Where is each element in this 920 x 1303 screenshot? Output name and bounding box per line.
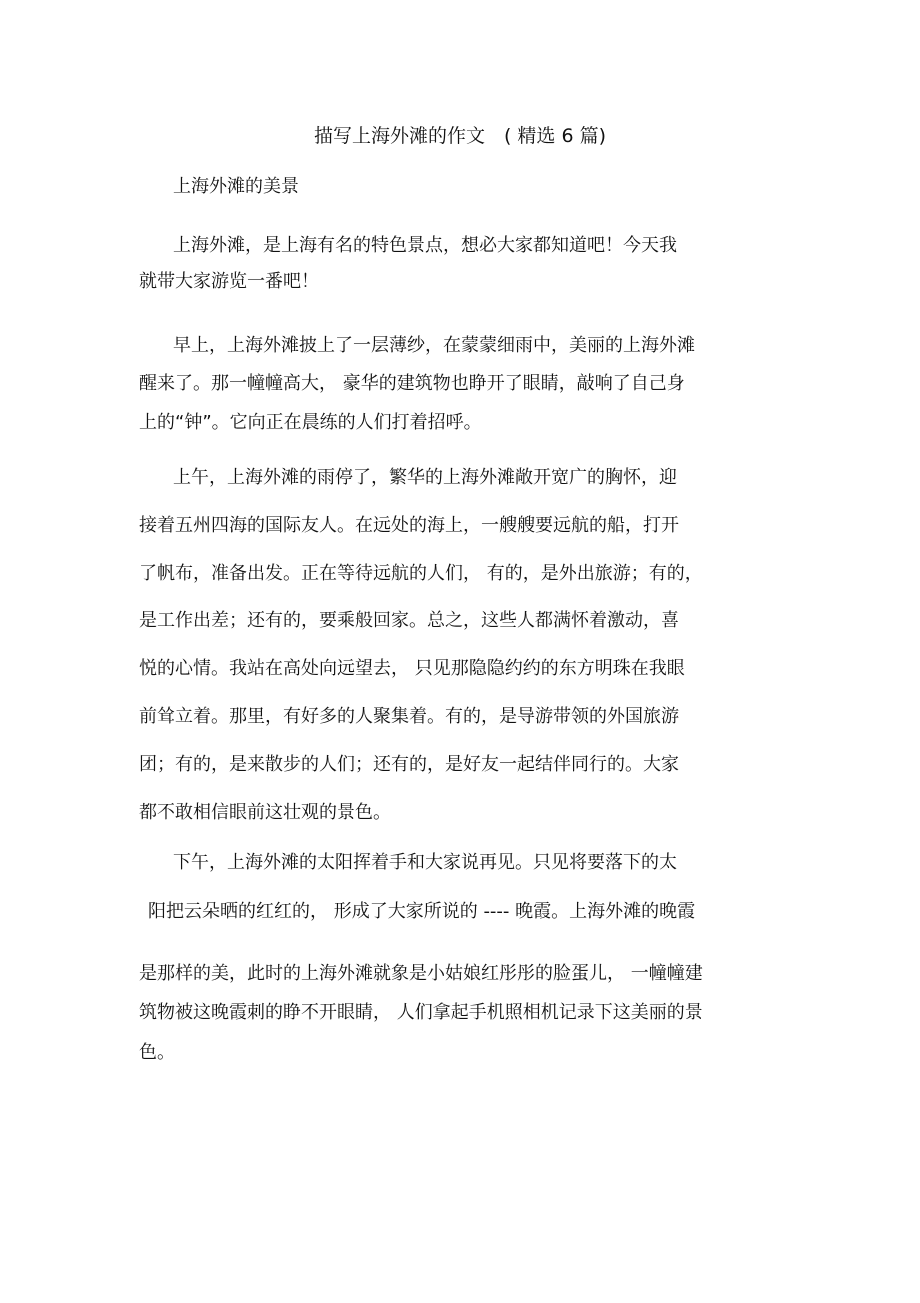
paragraph-3-line-3: 了帆布，准备出发。正在等待远航的人们， 有的，是外出旅游；有的， — [139, 563, 703, 584]
paragraph-1-line-1: 上海外滩，是上海有名的特色景点，想必大家都知道吧！今天我 — [173, 235, 677, 256]
paragraph-3-line-1: 上午，上海外滩的雨停了，繁华的上海外滩敞开宽广的胸怀，迎 — [173, 467, 677, 488]
paragraph-3-line-4: 是工作出差；还有的，要乘般回家。总之，这些人都满怀着激动，喜 — [139, 610, 679, 631]
paragraph-2-line-1: 早上，上海外滩披上了一层薄纱，在蒙蒙细雨中，美丽的上海外滩 — [173, 335, 695, 356]
paragraph-4-line-4: 筑物被这晚霞刺的睁不开眼睛， 人们拿起手机照相机记录下这美丽的景 — [139, 1002, 703, 1023]
paragraph-3-line-8: 都不敢相信眼前这壮观的景色。 — [139, 802, 391, 823]
paragraph-4-line-1: 下午，上海外滩的太阳挥着手和大家说再见。只见将要落下的太 — [173, 852, 677, 873]
paragraph-2-line-2: 醒来了。那一幢幢高大， 豪华的建筑物也睁开了眼睛，敲响了自己身 — [139, 373, 685, 394]
paragraph-4-line-5: 色。 — [139, 1042, 175, 1063]
paragraph-3-line-2: 接着五州四海的国际友人。在远处的海上，一艘艘要远航的船，打开 — [139, 515, 679, 536]
paragraph-2-line-3: 上的“钟”。它向正在晨练的人们打着招呼。 — [139, 412, 482, 433]
paragraph-4-line-3: 是那样的美，此时的上海外滩就象是小姑娘红彤彤的脸蛋儿， 一幢幢建 — [139, 963, 703, 984]
paragraph-3-line-7: 团；有的，是来散步的人们；还有的，是好友一起结伴同行的。大家 — [139, 754, 679, 775]
subtitle: 上海外滩的美景 — [173, 176, 299, 197]
paragraph-4-line-2: 阳把云朵晒的红红的， 形成了大家所说的 ---- 晚霞。上海外滩的晚霞 — [148, 901, 696, 922]
document-title: 描写上海外滩的作文 ( 精选 6 篇) — [313, 125, 607, 147]
paragraph-3-line-5: 悦的心情。我站在高处向远望去， 只见那隐隐约约的东方明珠在我眼 — [139, 658, 685, 679]
paragraph-3-line-6: 前耸立着。那里，有好多的人聚集着。有的，是导游带领的外国旅游 — [139, 706, 679, 727]
paragraph-1-line-2: 就带大家游览一番吧！ — [139, 271, 319, 292]
